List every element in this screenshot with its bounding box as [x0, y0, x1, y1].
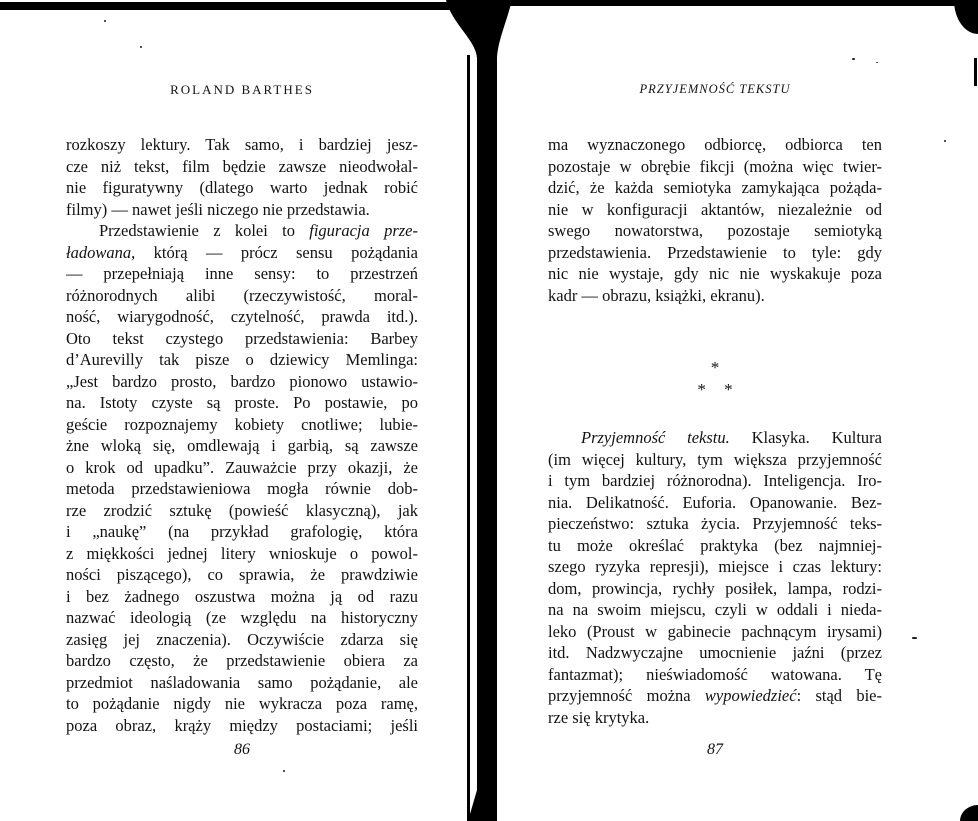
text-line: poza obraz, krąży między postaciami; jeśli — [66, 715, 418, 735]
scan-corner-top-right — [954, 0, 978, 34]
text-line: z miękkości jednej litery wnioskuje o powol- — [66, 543, 418, 563]
text-line: nie figuratywny (dlatego warto jednak robić — [66, 178, 418, 197]
text-line: Oto tekst czystego przedstawienia: Barbey — [66, 328, 418, 348]
paragraph — [548, 134, 882, 306]
text-line: żne wloką się, omdlewają i garbią, są zawsze — [66, 436, 418, 455]
text-line: ładowana, którą — prócz sensu pożądania — [66, 242, 418, 262]
text-line: na. Istoty czyste są proste. Po postawie, po — [66, 393, 418, 412]
text-line: „Jest bardzo prosto, bardzo pionowo ustawio- — [66, 371, 418, 391]
page-curl-shadow — [960, 805, 978, 821]
text-line: rozkoszy lektury. Tak samo, i bardziej jesz- — [66, 135, 418, 154]
text-line: Przedstawienie z kolei to figuracja prze- — [99, 221, 418, 240]
scan-speck — [140, 46, 142, 48]
text-line: d’Aurevilly tak pisze o dziewicy Memlinga: — [66, 350, 418, 369]
text-line: ma wyznaczonego odbiorcę, odbiorca ten — [548, 135, 882, 154]
paragraph — [66, 134, 418, 220]
text-line: przedmiot naśladowania samo pożądanie, ale — [66, 672, 418, 692]
asterisk-row: * — [710, 358, 720, 377]
text-line: nia. Delikatność. Euforia. Opanowanie. Bez- — [548, 492, 882, 512]
text-line: swego nowatorstwa, pozostaje semiotyką — [548, 221, 882, 240]
scan-speck — [104, 20, 106, 22]
scan-edge-top-right — [497, 0, 978, 6]
text-line: itd. Nadzwyczajne umocnienie jaźni (przez — [548, 643, 882, 662]
scan-edge-dash — [974, 58, 977, 86]
page-text-left — [66, 134, 418, 736]
scan-speck — [852, 58, 855, 60]
text-line: tu może określać praktyka (bez najmniej- — [548, 535, 882, 555]
section-separator — [548, 357, 882, 401]
text-line: rze się krytyka. — [548, 707, 650, 727]
scan-speck — [283, 770, 285, 772]
text-line: metoda przedstawieniowa mogła równie dob- — [66, 479, 418, 498]
page-right — [548, 0, 882, 821]
text-line: — przepełniają inne sensy: to przestrzeń — [66, 264, 418, 283]
paragraph — [66, 220, 418, 736]
text-line: różnorodnych alibi (rzeczywistość, moral- — [66, 285, 418, 305]
text-line: geście rozpoznajemy kobiety cnotliwe; lubie- — [66, 414, 418, 434]
text-line: kadr — obrazu, książki, ekranu). — [548, 285, 765, 305]
text-line: to pożądanie nigdy nie wykracza poza ramę, — [66, 694, 418, 713]
book-gutter-shadow — [430, 0, 520, 821]
text-line: cze niż tekst, film będzie zawsze nieodwołal- — [66, 156, 418, 176]
text-line: leko (Proust w gabinecie pachnącym irysami) — [548, 621, 882, 641]
scan-edge-top-left — [0, 2, 476, 10]
text-line: nic nie wystaje, gdy nic nie wyskakuje poza — [548, 264, 882, 283]
text-line: dom, prowincja, rychły posiłek, lampa, rodzi- — [548, 578, 882, 598]
scan-speck — [944, 140, 946, 142]
running-header-right: PRZYJEMNOŚĆ TEKSTU — [639, 82, 791, 96]
text-line: i bez żadnego oszustwa można ją od razu — [66, 586, 418, 606]
scan-speck — [912, 637, 917, 639]
running-header-left: ROLAND BARTHES — [170, 82, 314, 97]
page-left — [66, 0, 418, 821]
text-line: rze zrodzić sztukę (powieść klasyczną), jak — [66, 500, 418, 520]
text-line: nie w konfiguracji aktantów, niezależnie od — [548, 199, 882, 219]
text-line: bardzo często, że przedstawienie obiera za — [66, 651, 418, 670]
text-line: zasięg jej znaczenia). Oczywiście zdarza się — [66, 629, 418, 649]
page-number-left: 86 — [234, 741, 250, 758]
text-line: pieczeństwo: sztuka życia. Przyjemność teks- — [548, 514, 882, 533]
text-line: (im więcej kultury, tym większa przyjemność — [548, 449, 882, 469]
text-line: przedstawienia. Przedstawienie to tyle: gdy — [548, 242, 882, 262]
text-line: Przyjemność tekstu. Klasyka. Kultura — [581, 428, 882, 447]
scan-speck — [876, 62, 878, 63]
text-line: i tym bardziej różnorodna). Inteligencja. Iro- — [548, 471, 882, 490]
text-line: na na swoim miejscu, czyli w oddali i nieda- — [548, 600, 882, 619]
text-line: dzić, że każda semiotyka zamykająca pożąda- — [548, 178, 882, 197]
text-line: fantazmat); nieświadomość watowana. Tę — [548, 664, 882, 684]
text-line: nazwać ideologią (ze względu na historyczny — [66, 608, 418, 627]
paragraph — [548, 427, 882, 728]
text-line: o krok od upadku”. Zauważcie przy okazji, że — [66, 457, 418, 477]
text-line: filmy) — nawet jeśli niczego nie przedstawia. — [66, 199, 370, 219]
text-line: ności piszącego), co sprawia, że prawdziwie — [66, 565, 418, 584]
asterisk-row: * * — [697, 380, 733, 399]
text-line: przyjemność można wypowiedzieć: stąd bie- — [548, 686, 882, 705]
text-line: pozostaje w obrębie fikcji (można więc twier- — [548, 156, 882, 176]
page-text-right — [548, 134, 882, 728]
text-line: i „naukę” (na przykład grafologię, która — [66, 522, 418, 541]
text-line: szego ryzyka represji), miejsce i czas lektury: — [548, 557, 882, 576]
text-line: ność, wiarygodność, czytelność, prawda itd.). — [66, 307, 418, 326]
page-number-right: 87 — [707, 741, 723, 758]
